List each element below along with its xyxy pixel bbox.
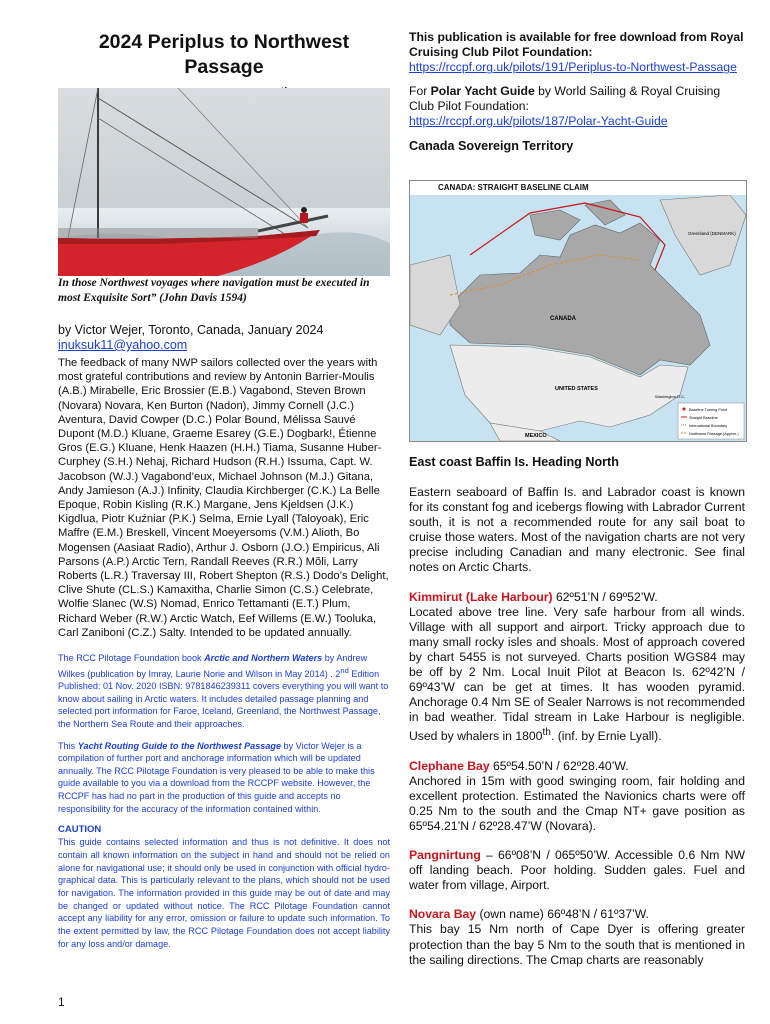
map-label-us: UNITED STATES — [555, 386, 598, 392]
place-coords-novara: (own name) 66º48’N / 61º37’W. — [476, 907, 649, 922]
polar-title: Polar Yacht Guide — [430, 83, 535, 98]
polar-guide-text — [409, 84, 745, 114]
title-line-1: 2024 Periplus to Northwest Passage — [98, 31, 350, 78]
canada-baseline-map — [409, 180, 747, 442]
place-text-kimmirut: Located above tree line. Very safe harbour from all winds. Village with all support and airport. Tricky approach due to many small rocky isles and shoals. Most of approach covered by chart 5455 is not surveyed. Charts position WGS84 may be off by 2 Nm. Local Inuit Pilot at Beacon Is. 62º42’N / 69º43’W can be get at times. It has wooden pyramid. Anchorage 0.4 Nm SE of Sealer Narrows is not recommended in bad weather. Tidal stream in Lake Harbour is negligible. Used by whalers in 1800 — [409, 604, 745, 744]
legend-item-4: Northwest Passage (Approx.) — [689, 432, 739, 436]
page-number: 1 — [58, 995, 65, 1009]
caution-heading: CAUTION — [58, 824, 102, 836]
yacht-photo — [58, 88, 390, 276]
place-tail-kimmirut: . (inf. by Ernie Lyall). — [550, 729, 662, 744]
place-text-novara: This bay 15 Nm north of Cape Dyer is offering greater protection than the bay 5 Nm to the south that is mentioned in the sailing directions. The Cmap charts are reasonably — [409, 922, 745, 967]
polar-pre: For — [409, 83, 431, 98]
place-pangnirtung — [409, 848, 745, 893]
map-label-greenland: Greenland (DENMARK) — [688, 231, 736, 236]
sovereign-heading: Canada Sovereign Territory — [409, 139, 574, 154]
legend-item-2: Straight Baseline — [689, 416, 718, 420]
baffin-intro: Eastern seaboard of Baffin Is. and Labrador coast is known for its constant fog and icebergs flowing with Labrador Current south, it is not a recommended route for any sail boat to cruise those waters. Most of the navigation charts are not very precise including Canadian and many electronic. See final notes on Arctic Charts. — [409, 485, 745, 575]
rcc-book-text: by Andrew Wilkes (publication by Imray, Laurie Norie and Wilson in May 2014) . 2 — [58, 653, 368, 679]
legend-item-3: International Boundary — [689, 424, 728, 428]
routing-guide-pre: This — [58, 740, 78, 751]
place-name-clephane: Clephane Bay — [409, 758, 490, 773]
place-name-novara: Novara Bay — [409, 907, 477, 922]
place-text-pangnirtung: – 66º08’N / 065º50’W. Accessible 0.6 Nm NW off landing beach. Poor holding. Sudden gales. Fuel and water from village, Airport. — [409, 848, 745, 893]
polar-guide-link[interactable]: https://rccpf.org.uk/pilots/187/Polar-Yacht-Guide — [409, 114, 668, 129]
download-link[interactable]: https://rccpf.org.uk/pilots/191/Periplus-to-Northwest-Passage — [409, 60, 737, 75]
rcc-book-title: Arctic and Northern Waters — [204, 653, 323, 664]
place-text-clephane: Anchored in 15m with good swinging room, fair holding and excellent protection. Estimated the Navionics charts were off 0.25 Nm to the south and the Cmap NT+ gave position as 65º54.21’N / 62º28.47’W (Novara). — [409, 773, 745, 833]
map-label-canada: CANADA — [550, 316, 576, 322]
rcc-book-text-2: Edition Published: 01 Nov. 2020 ISBN: 9781846239311 covers everything you will want to know about sailing in Arctic waters. It includes detailed passage planning and selected port information for Faroe, Iceland, Greenland, the Northwest Passage, the Northern Sea Route and their approaches. — [58, 668, 389, 730]
map-svg — [410, 195, 746, 441]
byline: by Victor Wejer, Toronto, Canada, January 2024 — [58, 323, 324, 337]
rcc-book-pre: The RCC Pilotage Foundation book — [58, 653, 205, 664]
place-sup-kimmirut: th — [542, 727, 551, 739]
feedback-paragraph: The feedback of many NWP sailors collected over the years with most grateful contributions and review by Antonin Barrier-Moulis (A.B.) Mirabelle, Eric Brossier (E.B.) Vagabond, Steven Brown (Novara) Novara, Ken Burton (Nadon), Jimmy Cornell (J.C.) Aventura, David Cowper (D.C.) Polar Bound, Mélissa Sauvé Dupont (M.D.) Kluane, Graeme Esarey (G.E.) Dogbark!, Étienne Gros (E.G.) Kluane, Henk Haazen (H.H.) Tiama, Susanne Huber-Curphey (S.H.) Nehaj, Richard Hudson (R.H.) Issuma, Capt. W. Jacobson (W.J.) Vagabond’eux, Michael Johnson (M.J.) Gitana, Andy Jamieson (A.J.) Infinity, Claudia Kirchberger (C.K.) La Belle Epoque, Robin Kisling (R.K.) Margane, Jens Kjeldsen (J.K.) Kigdlua, Piotr Kuźniar (P.K.) Selma, Ernie Lyall (Taloyoak), Eric Maffre (E.M.) Breskell, Vincent Moeyersoms (V.M.) Alioth, Bo Mogensen (Aasiaat Radio), Arthur J. Osborn (J.O.) Empiricus, Ali Parsons (A.P.) Arctic Tern, Randall Reeves (R.R.) Mõli, Larry Roberts (L.R.) Traversay III, Robert Shepton (R.S.) Dodo’s Delight, Clive Shute (CL.S.) Kamaxitha, Charlie Simon (C.S.) Celebrate, Wolfie Slanec (W.S) Nomad, Enrico Tettamanti (E.T.) Plum, Richard Weber (R.W.) Arctic Watch, Eef Willems (E.W.) Tooluka, Carl Zaniboni (C.Z.) Salty. Intended to be updated annually. — [58, 357, 389, 639]
caution-text: This guide contains selected information and thus is not definitive. It does not contain all known information on the subject in hand and should not be relied on alone for navigational use; it should only be used in conjunction with official hydro-graphical data. This is particularly relevant to the plans, which should not be used for navigation. The information provided in this guide may be out of date and may be changed or updated without notice. The RCC Pilotage Foundation cannot accept any liability for any error, omission or failure to update such information. To the extent permitted by law, the RCC Pilotage Foundation does not accept liability for any loss and/or damage. — [58, 837, 390, 949]
place-clephane — [409, 759, 745, 834]
place-name-kimmirut: Kimmirut (Lake Harbour) — [409, 589, 553, 604]
polar-post: by World Sailing & Royal Cruising Club Pilot Foundation: — [409, 83, 721, 113]
place-novara — [409, 907, 745, 967]
map-label-mexico: MEXICO — [525, 433, 547, 439]
place-coords-clephane: 65º54.50’N / 62º28.40’W. — [489, 758, 629, 773]
baffin-heading: East coast Baffin Is. Heading North — [409, 455, 619, 469]
map-label-washington: Washington D.C. — [655, 394, 686, 399]
photo-caption: In those Northwest voyages where navigation must be executed in most Exquisite Sort” (John Davis 1594) — [58, 277, 370, 304]
routing-guide-text: by Victor Wejer is a compilation of further port and anchorage information which will be updated annually. The RCC Pilotage Foundation is very pleased to be able to make this guide available to you via a download from the RCCPF website. However, the RCCPF has had no part in the production of this guide and accepts no responsibility for the accuracy of the information contained within. — [58, 740, 375, 814]
place-kimmirut — [409, 590, 745, 745]
download-text: This publication is available for free download from Royal Cruising Club Pilot Foundation: — [409, 30, 744, 60]
right-column-top — [409, 30, 745, 159]
legend-item-1: Baseline Turning Point — [689, 408, 727, 412]
left-column-body — [58, 323, 390, 951]
arctic-island-2 — [585, 200, 625, 225]
legend-turning-point-icon — [683, 408, 686, 411]
rcc-book-paragraph — [58, 652, 390, 731]
routing-guide-paragraph — [58, 740, 390, 816]
email-link[interactable]: inuksuk11@yahoo.com — [58, 338, 188, 352]
routing-guide-title: Yacht Routing Guide to the Northwest Passage — [77, 740, 282, 751]
baffin-section — [409, 455, 745, 982]
place-name-pangnirtung: Pangnirtung — [409, 848, 481, 863]
map-title: CANADA: STRAIGHT BASELINE CLAIM — [410, 181, 746, 195]
yacht-photo-svg — [58, 88, 390, 276]
place-coords-kimmirut: 62º51’N / 69º52’W. — [552, 589, 658, 604]
rcc-book-sup: nd — [340, 665, 349, 675]
